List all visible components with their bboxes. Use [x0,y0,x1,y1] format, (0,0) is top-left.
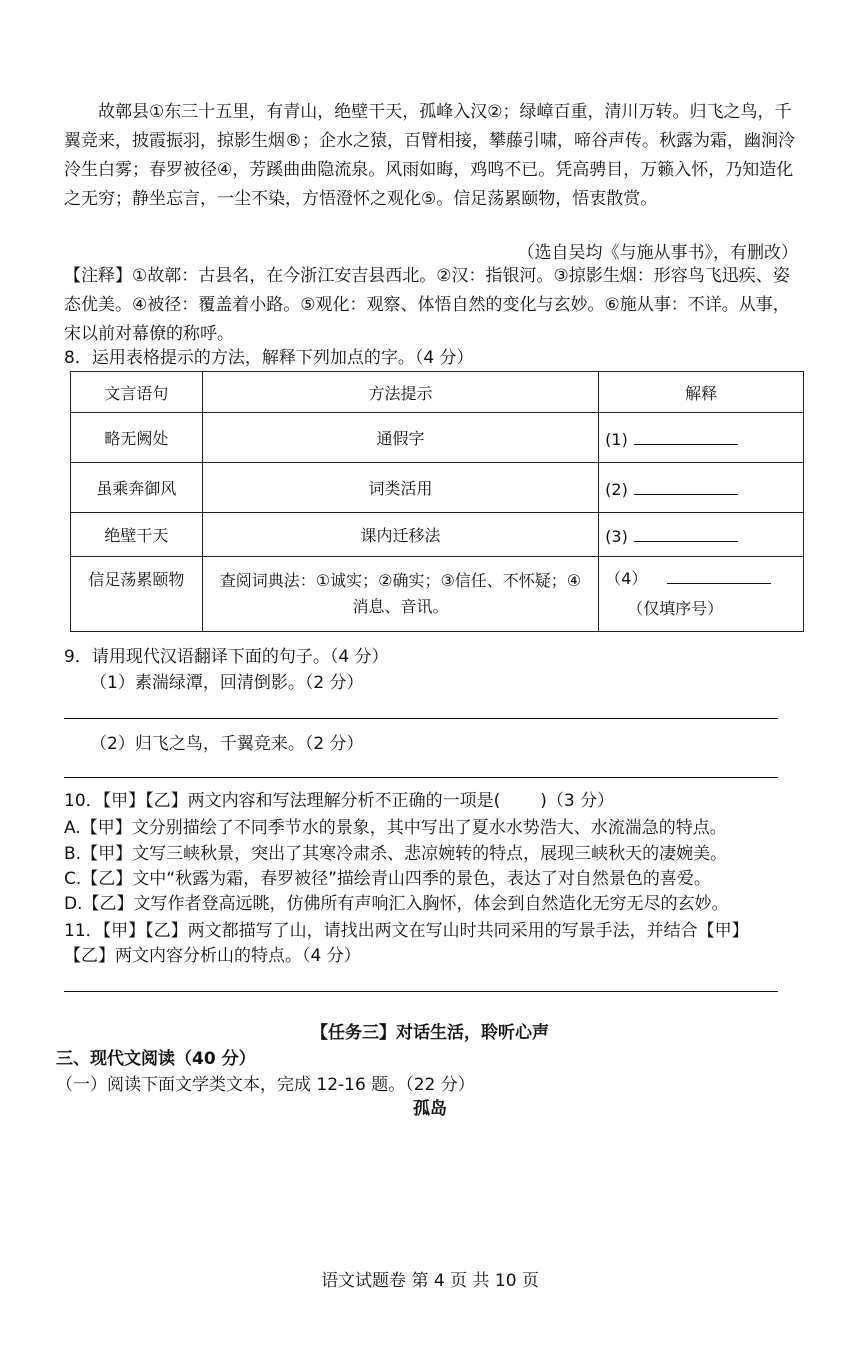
row3-sentence: 绝壁干天 [71,513,203,557]
row4-answer-note: （仅填序号） [627,599,724,618]
row4-answer-label: （4） [605,569,648,588]
row2-sentence: 虽乘奔御风 [71,463,203,513]
question-11-line2: 【乙】两文内容分析山的特点。（4 分） [64,946,361,966]
article-title: 孤岛 [413,1099,447,1119]
row1-method: 通假字 [202,413,598,463]
row4-answer-cell [599,557,804,632]
row3-method: 课内迁移法 [202,513,598,557]
passage-source: （选自吴均《与施从事书》，有删改） [517,243,798,263]
option-c: C.【乙】文中“秋露为霜，春罗被径”描绘青山四季的景色，表达了对自然景色的喜爱。 [64,869,711,889]
row1-answer-cell [599,413,804,463]
row2-method: 词类活用 [202,463,598,513]
section-heading: 三、现代文阅读（40 分） [56,1049,256,1069]
row1-answer-blank[interactable] [634,426,738,445]
header-answer: 解释 [599,372,804,413]
table-row [71,557,804,632]
question-9-sub2: （2）归飞之鸟，千翼竞来。（2 分） [90,734,364,754]
header-method: 方法提示 [202,372,598,413]
row4-method: 查阅词典法：①诚实；②确实；③信任、不怀疑；④消息、音讯。 [202,557,598,632]
row1-answer-label: (1) [605,430,628,449]
table-row [71,463,804,513]
passage-notes: 【注释】①故鄣：古县名，在今浙江安吉县西北。②汉：指银河。③掠影生烟：形容鸟飞迅疾、姿态优美。④被径：覆盖着小路。⑤观化：观察、体悟自然的变化与玄妙。⑥施从事：不详。从事，宋以前对幕僚的称呼。 [64,266,790,344]
answer-line-9-1[interactable] [64,718,778,719]
row4-sentence: 信足荡累颐物 [71,557,203,632]
question-10-prompt [64,788,614,814]
row3-answer-label: (3) [605,527,628,546]
question-9-sub1: （1）素湍绿潭，回清倒影。（2 分） [90,673,364,693]
answer-line-11[interactable] [64,991,778,992]
table-row [71,513,804,557]
question-10-points: )（3 分） [540,791,615,811]
row2-answer-cell [599,463,804,513]
question-9-prompt: 9．请用现代汉语翻译下面的句子。（4 分） [64,647,389,667]
page-footer: 语文试题卷 第 4 页 共 10 页 [321,1271,539,1291]
header-sentence: 文言语句 [71,372,203,413]
classical-passage: 故鄣县①东三十五里，有青山，绝壁干天，孤峰入汉②；绿嶂百重，清川万转。归飞之鸟，千翼竞来，披霞振羽，掠影生烟®；企水之猿，百臂相接，攀藤引啸，啼谷声传。秋露为霜，幽涧泠泠生白雾；春罗被径④，芳蹊曲曲隐流泉。风雨如晦，鸡鸣不已。凭高骋目，万籁入怀，乃知造化之无穷；静坐忘言，一尘不染，方悟澄怀之观化⑤。信足荡累颐物，悟衷散赏。 [64,102,795,209]
question-8-prompt: 8．运用表格提示的方法，解释下列加点的字。（4 分） [64,348,474,368]
table-header-row [71,372,804,413]
answer-line-9-2[interactable] [64,777,778,778]
row2-answer-label: (2) [605,480,628,499]
section-subheading: （一）阅读下面文学类文本，完成 12-16 题。（22 分） [56,1075,475,1095]
row2-answer-blank[interactable] [634,476,738,495]
option-d: D.【乙】文写作者登高远眺，仿佛所有声响汇入胸怀，体会到自然造化无穷无尽的玄妙。 [64,894,729,914]
table-row [71,413,804,463]
row3-answer-blank[interactable] [634,523,738,542]
task-heading: 【任务三】对话生活，聆听心声 [311,1023,549,1043]
row1-sentence: 略无阙处 [71,413,203,463]
method-table [70,371,804,632]
option-a: A.【甲】文分别描绘了不同季节水的景象，其中写出了夏水水势浩大、水流湍急的特点。 [64,818,727,838]
row3-answer-cell [599,513,804,557]
option-b: B.【甲】文写三峡秋景，突出了其寒冷肃杀、悲凉婉转的特点，展现三峡秋天的凄婉美。 [64,844,728,864]
question-10-prompt-text: 10．【甲】【乙】两文内容和写法理解分析不正确的一项是( [64,791,501,811]
question-11-line1: 11．【甲】【乙】两文都描写了山，请找出两文在写山时共同采用的写景手法，并结合【甲】 [64,921,749,941]
row4-answer-blank[interactable] [667,565,771,584]
